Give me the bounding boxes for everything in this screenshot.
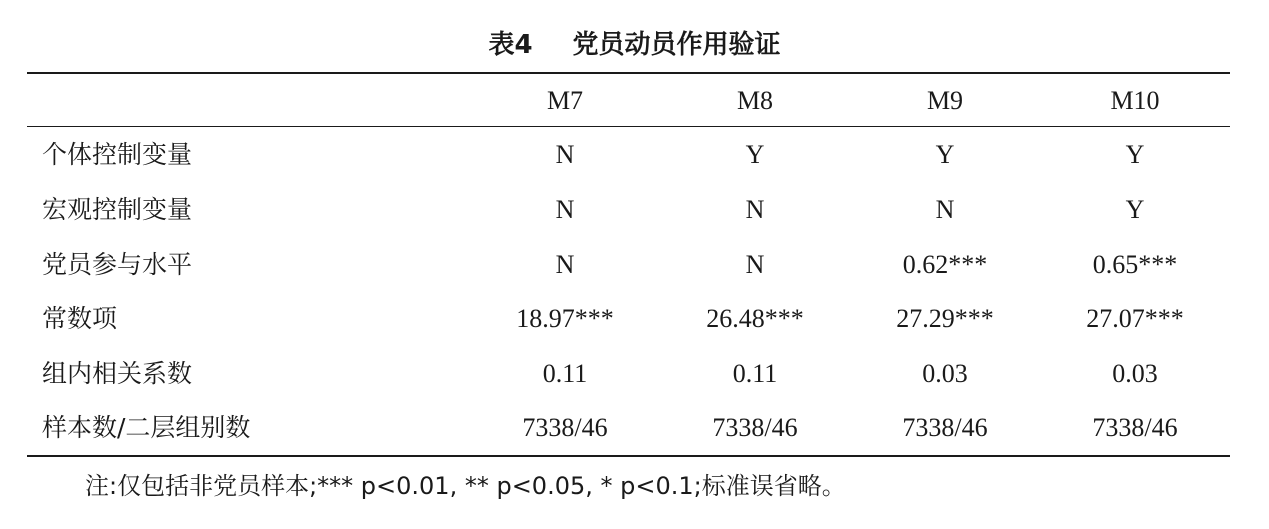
table-cell: N xyxy=(745,250,765,279)
table-cell: N xyxy=(555,140,575,169)
table-row xyxy=(0,401,1269,455)
table-row xyxy=(0,347,1269,401)
table-cell: 0.11 xyxy=(542,359,588,388)
table-row xyxy=(0,292,1269,346)
column-header-m10: M10 xyxy=(1110,86,1160,115)
table-cell: 0.62*** xyxy=(902,250,988,279)
header-row xyxy=(0,74,1269,128)
table-cell: 7338/46 xyxy=(522,413,608,442)
table-cell: 0.11 xyxy=(732,359,778,388)
table-cell: 0.03 xyxy=(922,359,968,388)
table-cell: N xyxy=(555,195,575,224)
header-rule xyxy=(27,126,1230,127)
table-cell: 7338/46 xyxy=(712,413,798,442)
table-cell: 7338/46 xyxy=(1092,413,1178,442)
table-cell: 0.65*** xyxy=(1092,250,1178,279)
table-cell: 0.03 xyxy=(1112,359,1158,388)
table-cell: 27.07*** xyxy=(1086,304,1184,333)
table-row xyxy=(0,128,1269,182)
table-note: 注:仅包括非党员样本;*** p<0.01, ** p<0.05, * p<0.1;标准误省略。 xyxy=(85,472,846,500)
table-cell: 26.48*** xyxy=(706,304,804,333)
table-cell: Y xyxy=(1125,140,1145,169)
table-row xyxy=(0,238,1269,292)
table-caption xyxy=(0,28,1269,62)
column-header-m7: M7 xyxy=(546,86,584,115)
table-cell: Y xyxy=(745,140,765,169)
bottom-rule xyxy=(27,455,1230,457)
row-label: 宏观控制变量 xyxy=(42,195,193,224)
row-label: 常数项 xyxy=(42,304,118,333)
table-cell: 7338/46 xyxy=(902,413,988,442)
column-header-m8: M8 xyxy=(736,86,774,115)
row-label: 个体控制变量 xyxy=(42,140,193,169)
column-header-m9: M9 xyxy=(926,86,964,115)
table-cell: Y xyxy=(935,140,955,169)
table-cell: Y xyxy=(1125,195,1145,224)
row-label: 组内相关系数 xyxy=(42,359,193,388)
table-cell: 18.97*** xyxy=(516,304,614,333)
table-cell: N xyxy=(555,250,575,279)
table-title: 党员动员作用验证 xyxy=(572,30,781,60)
row-label: 党员参与水平 xyxy=(42,250,193,279)
table-cell: 27.29*** xyxy=(896,304,994,333)
table-cell: N xyxy=(745,195,765,224)
table-number: 表4 xyxy=(488,30,533,60)
table-row xyxy=(0,183,1269,237)
row-label: 样本数/二层组别数 xyxy=(42,413,251,442)
table-cell: N xyxy=(935,195,955,224)
